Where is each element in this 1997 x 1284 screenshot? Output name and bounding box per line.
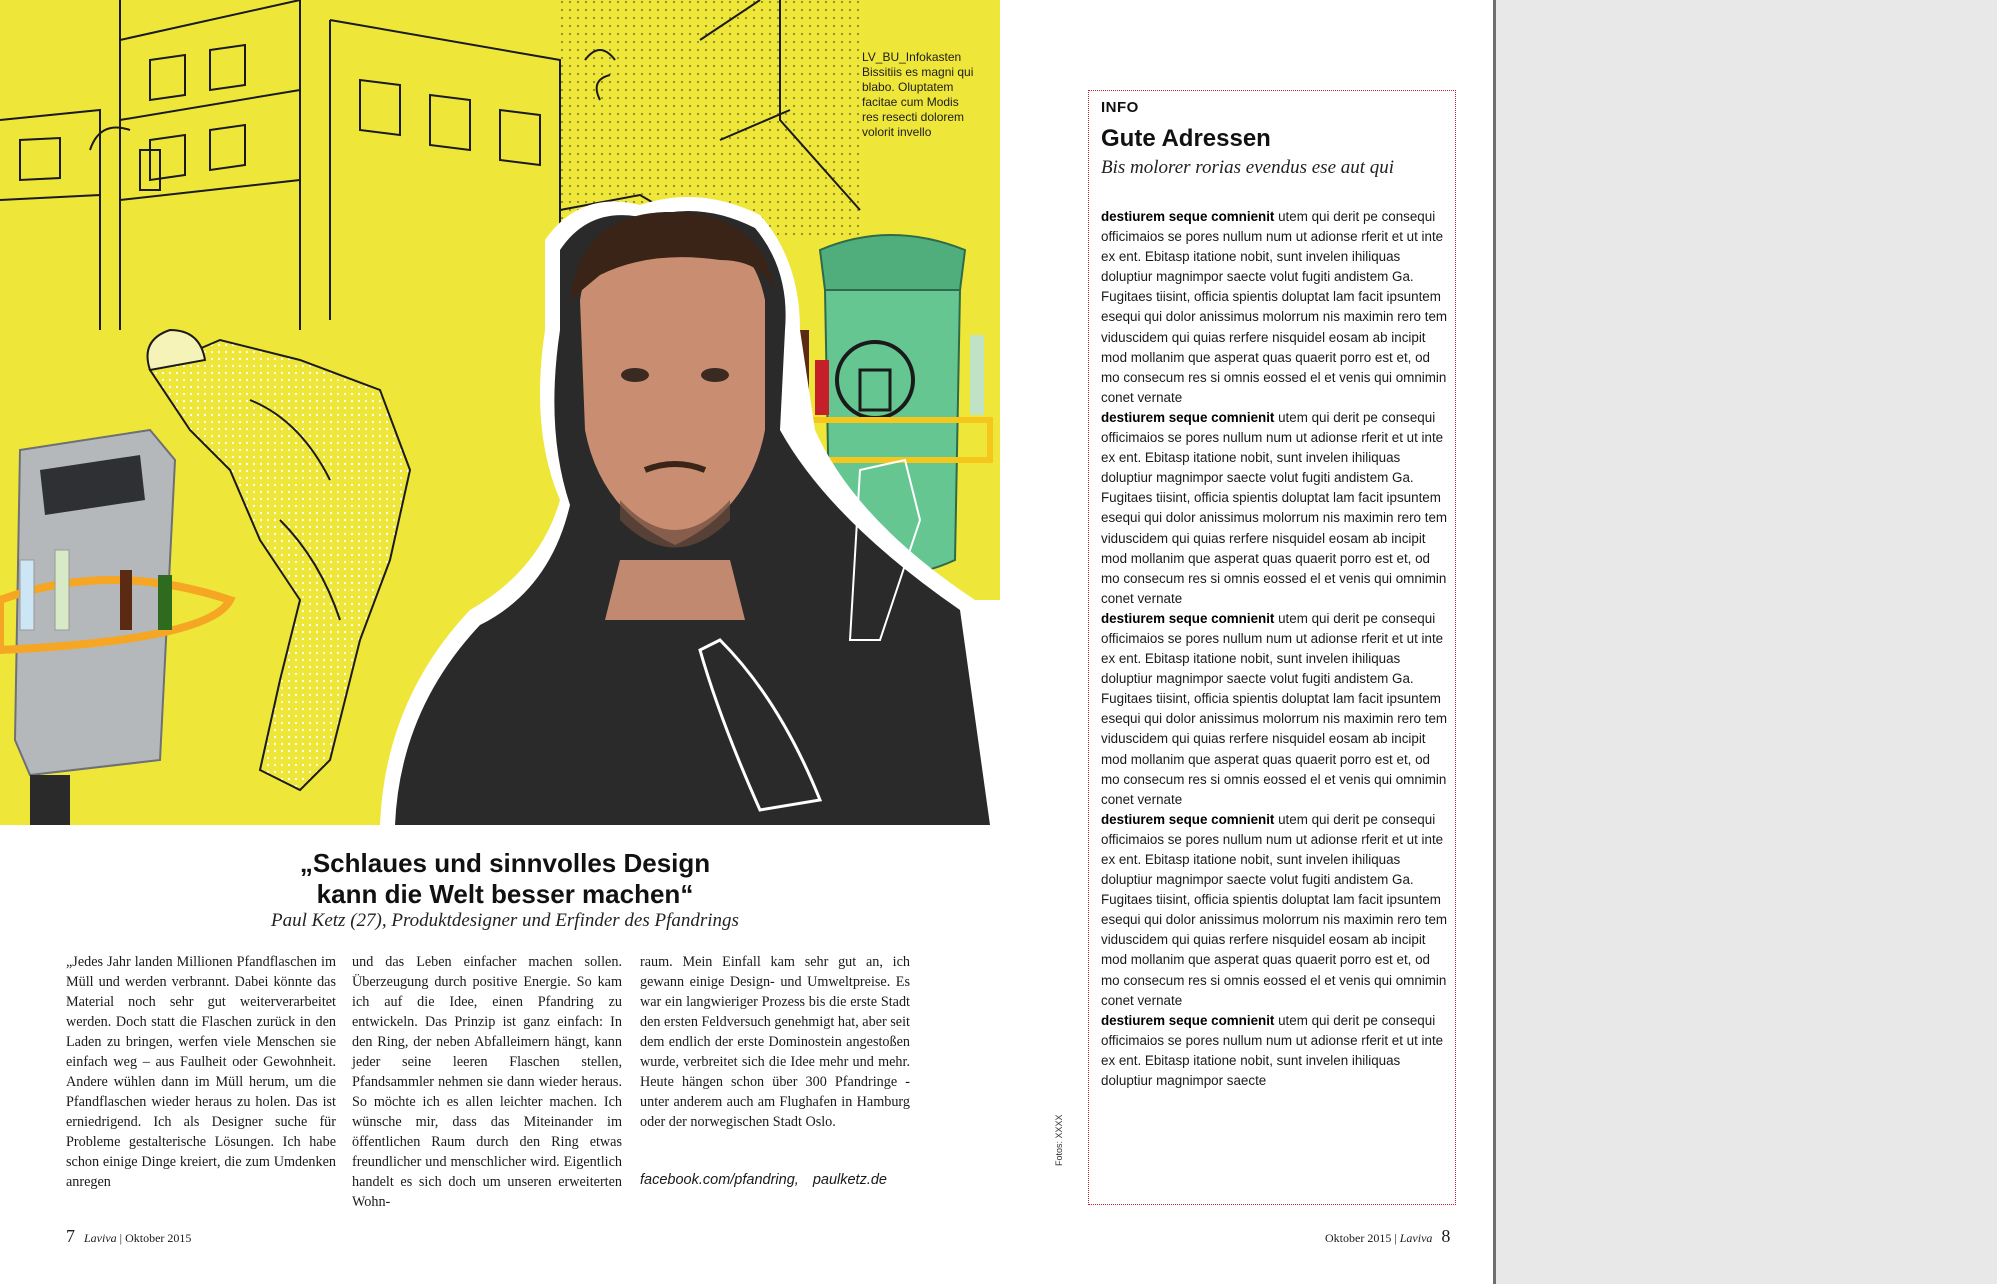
facebook-link[interactable]: facebook.com/pfandring, (640, 1172, 799, 1188)
caption-line: blabo. Oluptatem (862, 80, 954, 94)
info-tag: INFO (1101, 99, 1139, 116)
entry-lead: destiurem seque comnienit (1101, 209, 1275, 224)
headline-line: „Schlaues und sinnvolles Design (299, 848, 711, 878)
folio-left (66, 1226, 191, 1247)
caption-line: volorit invello (862, 125, 932, 139)
caption-line: res resecti dolorem (862, 110, 965, 124)
info-entry (1101, 408, 1451, 609)
entry-text: utem qui derit pe consequi officimaios se pores nullum num ut adionse rferit et ut inte ex ent. Ebitasp itatione nobit, sunt invelen ihiliquas doluptiur magnimpor saecte volut fugiti andistem Ga. Fugitaes tiisint, officia spientis doluptat lam facit ipsuntem esequi qui dolor anissimus molorrum nis maximin rero tem viduscidem qui quias rerfere nisquidel eosam ab incipit mod mollanim que asperat quas quaerit porro est et, od mo consecum res si omnis eossed el et venis qui omnimin conet vernate (1101, 209, 1448, 405)
magazine-name: Laviva (84, 1231, 117, 1245)
info-subtitle: Bis molorer rorias evendus ese aut qui (1101, 157, 1395, 178)
article-headline (180, 848, 830, 910)
caption-line: LV_BU_Infokasten (862, 50, 962, 64)
headline-line: kann die Welt besser machen“ (316, 879, 694, 909)
entry-lead: destiurem seque comnienit (1101, 409, 1275, 425)
entry-lead: destiurem seque comnienit (1101, 811, 1275, 827)
article-links (640, 1172, 940, 1188)
info-body (1101, 207, 1451, 1091)
entry-text: utem qui derit pe consequi officimaios se pores nullum num ut adionse rferit et ut inte ex ent. Ebitasp itatione nobit, sunt invelen ihiliquas doluptiur magnimpor saecte (1101, 1012, 1444, 1089)
article-column-3: raum. Mein Einfall kam sehr gut an, ich gewann einige Design- und Umweltpreise. Es war ein langwieriger Prozess bis die erste Stadt den ersten Feldversuch genehmigt hat, aber seit dem endlich der erste Dominostein angestoßen wurde, verbreitet sich die Idee mehr und mehr. Heute hängen schon über 300 Pfandringe - unter anderem auch am Flughafen in Hamburg oder der norwegischen Stadt Oslo. (640, 954, 910, 1130)
info-box (1088, 90, 1456, 1205)
photo-caption (862, 50, 994, 140)
collage-artwork (0, 0, 1000, 825)
photo-credit: Fotos: XXXX (1054, 1114, 1064, 1166)
entry-text: utem qui derit pe consequi officimaios se pores nullum num ut adionse rferit et ut inte ex ent. Ebitasp itatione nobit, sunt invelen ihiliquas doluptiur magnimpor saecte volut fugiti andistem Ga. Fugitaes tiisint, officia spientis doluptat lam facit ipsuntem esequi qui dolor anissimus molorrum nis maximin rero tem viduscidem qui quias rerfere nisquidel eosam ab incipit mod mollanim que asperat quas quaerit porro est et, od mo consecum res si omnis eossed el et venis qui omnimin conet vernate (1101, 610, 1448, 807)
pasteboard-background (1496, 0, 1997, 1284)
article-byline: Paul Ketz (27), Produktdesigner und Erfinder des Pfandrings (271, 910, 739, 931)
entry-text: utem qui derit pe consequi officimaios se pores nullum num ut adionse rferit et ut inte ex ent. Ebitasp itatione nobit, sunt invelen ihiliquas doluptiur magnimpor saecte volut fugiti andistem Ga. Fugitaes tiisint, officia spientis doluptat lam facit ipsuntem esequi qui dolor anissimus molorrum nis maximin rero tem viduscidem qui quias rerfere nisquidel eosam ab incipit mod mollanim que asperat quas quaerit porro est et, od mo consecum res si omnis eossed el et venis qui omnimin conet vernate (1101, 409, 1448, 606)
collage-illustration (0, 0, 1000, 825)
website-link[interactable]: paulketz.de (812, 1172, 887, 1188)
info-title: Gute Adressen (1101, 125, 1271, 152)
entry-text: utem qui derit pe consequi officimaios se pores nullum num ut adionse rferit et ut inte ex ent. Ebitasp itatione nobit, sunt invelen ihiliquas doluptiur magnimpor saecte volut fugiti andistem Ga. Fugitaes tiisint, officia spientis doluptat lam facit ipsuntem esequi qui dolor anissimus molorrum nis maximin rero tem viduscidem qui quias rerfere nisquidel eosam ab incipit mod mollanim que asperat quas quaerit porro est et, od mo consecum res si omnis eossed el et venis qui omnimin conet vernate (1101, 811, 1448, 1008)
folio-right (1325, 1226, 1450, 1247)
magazine-name: Laviva (1399, 1231, 1433, 1245)
issue-date: | Oktober 2015 (119, 1231, 192, 1245)
article-column-1: „Jedes Jahr landen Millionen Pfandflaschen im Müll und werden verbrannt. Dabei könnte das Material noch sehr gut weiterverarbeitet werden. Doch statt die Flaschen zurück in den Laden zu bringen, werfen viele Menschen sie einfach weg – aus Faulheit oder Gewohnheit. Andere wühlen dann im Müll herum, um die Pfandflaschen wieder heraus zu holen. Das ist erniedrigend. Ich als Designer suche für Probleme gestalterische Lösungen. Ich habe schon einige Dinge kreiert, die zum Umdenken anregen (66, 954, 336, 1190)
caption-line: Bissitiis es magni qui (862, 65, 974, 79)
issue-date: Oktober 2015 | (1325, 1231, 1397, 1245)
entry-lead: destiurem seque comnienit (1101, 1012, 1275, 1028)
right-page (1000, 0, 1493, 1284)
info-entry (1101, 810, 1451, 1011)
crouching-man-sketch (148, 330, 411, 790)
info-entry (1101, 207, 1451, 408)
entry-lead: destiurem seque comnienit (1101, 610, 1275, 626)
metal-bin (0, 430, 230, 825)
info-entry (1101, 1011, 1451, 1091)
page-number: 7 (66, 1226, 75, 1246)
page-number: 8 (1441, 1226, 1451, 1246)
article-column-2: und das Leben einfacher machen sollen. Überzeugung durch positive Energie. So kam ich auf die Idee, einen Pfandring zu entwickeln. Das Prinzip ist ganz einfach: In den Ring, der neben Abfalleimern hängt, kann jeder seine leeren Flaschen stellen, Pfandsammler nehmen sie dann wieder heraus. So möchte ich es allen leichter machen. Ich wünsche mir, dass das Miteinander im öffentlichen Raum durch den Ring etwas freundlicher und menschlicher wird. Eigentlich handelt es sich doch um unseren erweiterten Wohn- (352, 954, 622, 1210)
info-entry (1101, 609, 1451, 810)
caption-line: facitae cum Modis (862, 95, 959, 109)
